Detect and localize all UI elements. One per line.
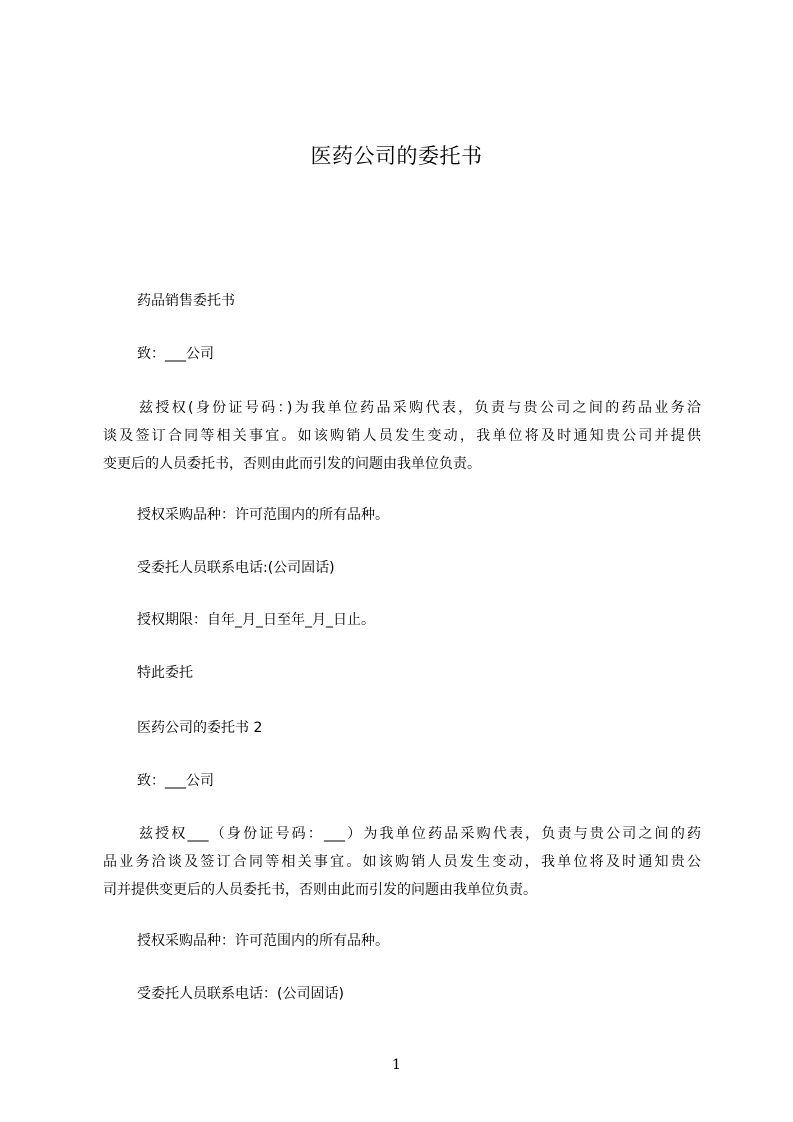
- section2-body-paragraph: [103, 820, 701, 904]
- section1-body-paragraph: [103, 394, 701, 478]
- page-number: 1: [392, 1057, 401, 1073]
- section1-authorization-period: 授权期限：自年_月_日至年_月_日止。: [137, 612, 375, 628]
- section2-body-line: 品业务洽谈及签订合同等相关事宜。如该购销人员发生变动，我单位将及时通知贵公: [103, 854, 701, 870]
- section2-addressee: 致：___公司: [137, 773, 214, 789]
- document-title: 医药公司的委托书: [310, 144, 483, 168]
- section2-contact-phone: 受委托人员联系电话：(公司固话): [137, 986, 344, 1002]
- section2-heading: 医药公司的委托书 2: [137, 720, 263, 736]
- section2-body-line: 兹授权___（身份证号码：___）为我单位药品采购代表，负责与贵公司之间的药: [139, 826, 701, 842]
- section1-contact-phone: 受委托人员联系电话:(公司固话): [137, 560, 335, 576]
- section1-body-line: 变更后的人员委托书，否则由此而引发的问题由我单位负责。: [103, 456, 481, 472]
- section1-heading: 药品销售委托书: [137, 293, 235, 309]
- section1-closing: 特此委托: [137, 665, 193, 681]
- section1-addressee: 致：___公司: [137, 346, 214, 362]
- section1-body-line: 谈及签订合同等相关事宜。如该购销人员发生变动，我单位将及时通知贵公司并提供: [103, 428, 701, 444]
- section2-body-line: 司并提供变更后的人员委托书，否则由此而引发的问题由我单位负责。: [103, 882, 537, 898]
- section1-body-line: 兹授权(身份证号码：)为我单位药品采购代表，负责与贵公司之间的药品业务洽: [139, 400, 701, 416]
- section2-scope: 授权采购品种：许可范围内的所有品种。: [137, 933, 389, 949]
- section1-scope: 授权采购品种：许可范围内的所有品种。: [137, 507, 389, 523]
